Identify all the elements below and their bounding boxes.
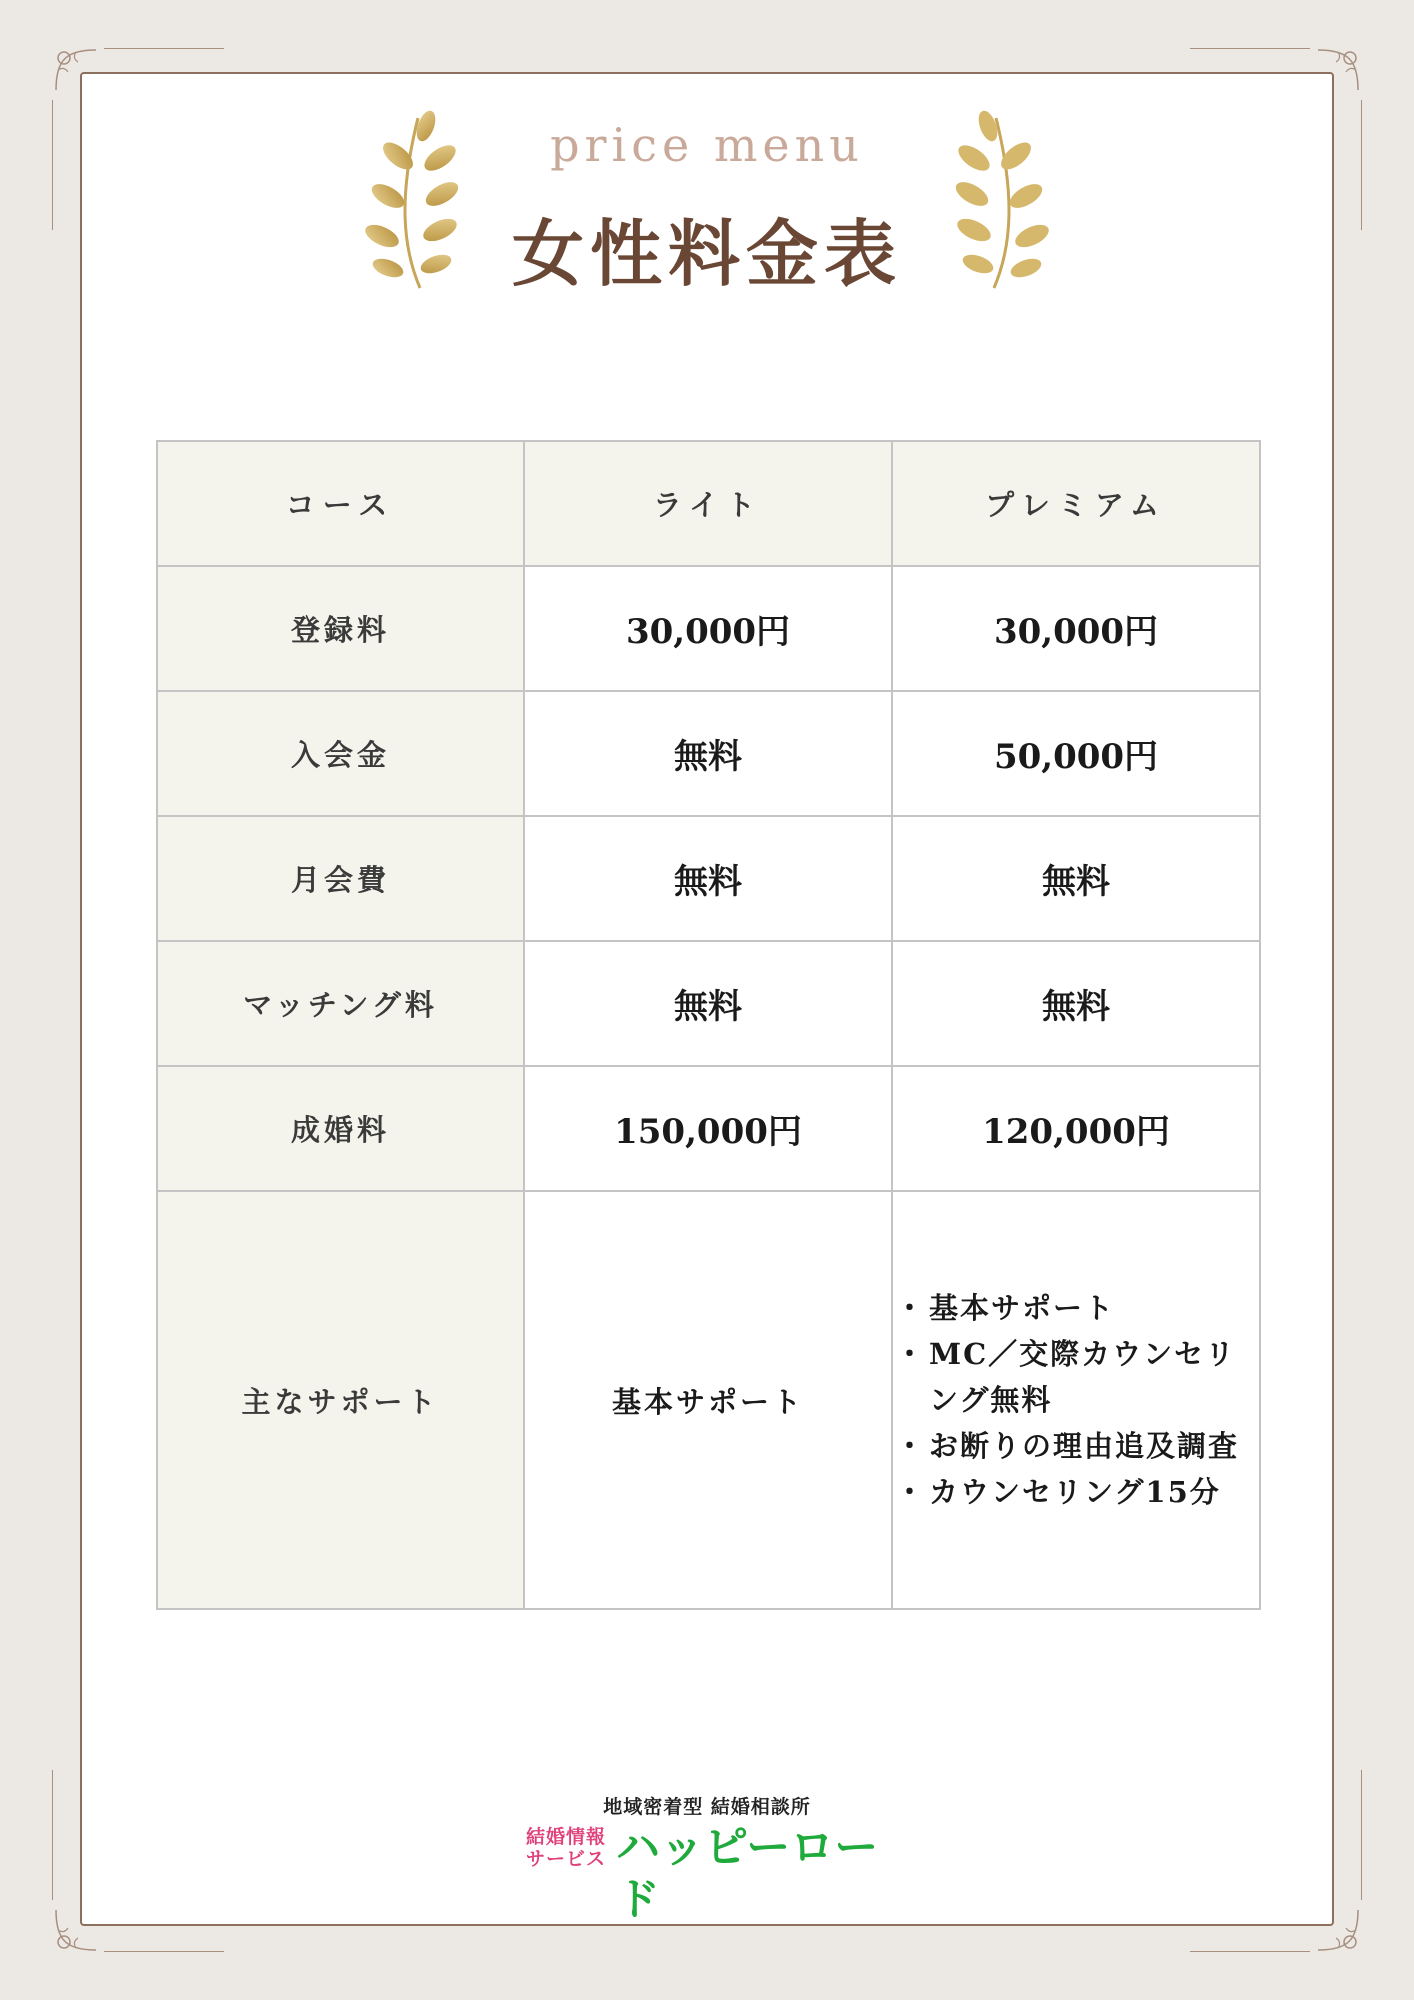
light-support: 基本サポート: [524, 1191, 892, 1609]
premium-value: 無料: [892, 941, 1260, 1066]
header-course: コース: [157, 441, 524, 566]
logo-main-text: ハッピーロード: [616, 1822, 879, 1925]
premium-support: [892, 1191, 1260, 1609]
row-label: 入会金: [157, 691, 524, 816]
list-item: ・ MC／交際カウンセリング無料: [905, 1331, 1259, 1423]
logo-small-line2: サービス: [526, 1848, 607, 1870]
row-label: 登録料: [157, 566, 524, 691]
premium-support-list: [893, 1285, 1259, 1515]
premium-value: 30,000円: [892, 566, 1260, 691]
light-value: 無料: [524, 816, 892, 941]
logo-small-line1: 結婚情報: [526, 1826, 607, 1848]
light-value: 150,000円: [524, 1066, 892, 1191]
list-item: ・ 基本サポート: [905, 1285, 1259, 1331]
premium-value: 50,000円: [892, 691, 1260, 816]
logo-small-text: [526, 1826, 616, 1870]
light-value: 無料: [524, 941, 892, 1066]
footer-tagline: 地域密着型 結婚相談所: [603, 1796, 811, 1818]
table-header-row: [157, 441, 1260, 566]
list-item: ・ お断りの理由追及調査: [905, 1423, 1259, 1469]
list-item: ・ カウンセリング15分: [905, 1469, 1259, 1515]
header-premium: プレミアム: [892, 441, 1260, 566]
light-value: 無料: [524, 691, 892, 816]
premium-value: 無料: [892, 816, 1260, 941]
page-title: 女性料金表: [511, 211, 902, 296]
support-row: [157, 1191, 1260, 1609]
table-row: [157, 816, 1260, 941]
table-row: [157, 1066, 1260, 1191]
page-subtitle: price menu: [550, 118, 864, 172]
row-label: 成婚料: [157, 1066, 524, 1191]
brand-logo: [526, 1822, 886, 1925]
row-label: 主なサポート: [157, 1191, 524, 1609]
header-light: ライト: [524, 441, 892, 566]
row-label: 月会費: [157, 816, 524, 941]
table-row: [157, 941, 1260, 1066]
price-table: [156, 440, 1261, 1610]
light-value: 30,000円: [524, 566, 892, 691]
premium-value: 120,000円: [892, 1066, 1260, 1191]
table-row: [157, 566, 1260, 691]
row-label: マッチング料: [157, 941, 524, 1066]
table-row: [157, 691, 1260, 816]
